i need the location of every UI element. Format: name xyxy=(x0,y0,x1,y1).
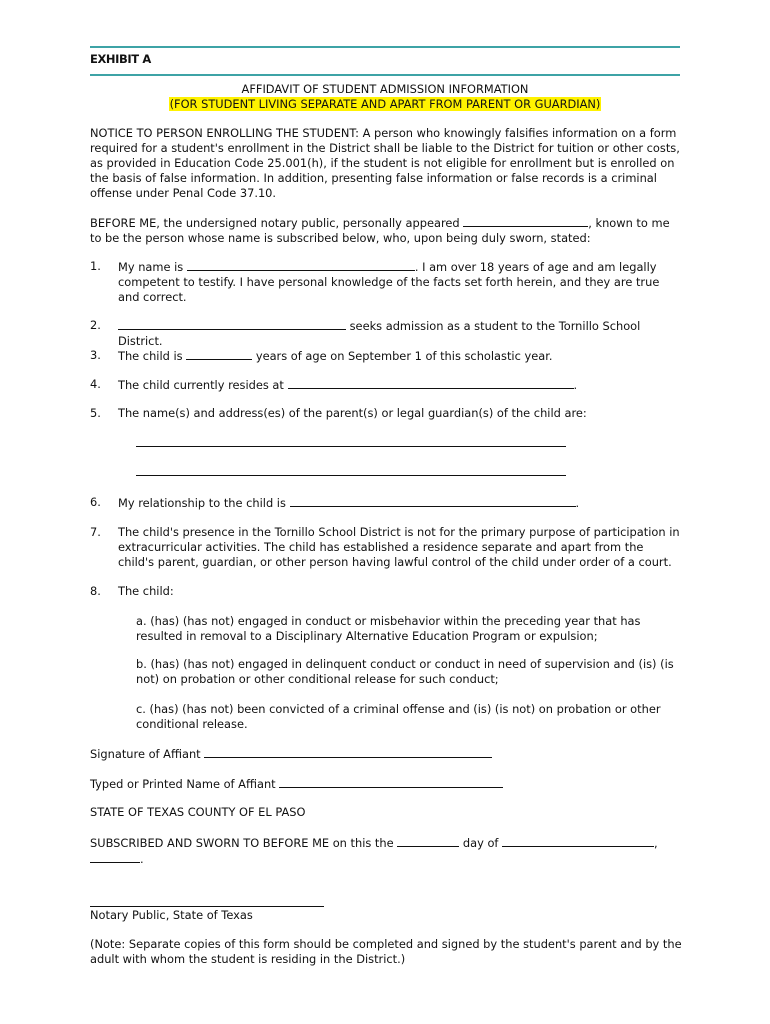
affiant-name-field[interactable] xyxy=(187,259,415,271)
sworn-day-field[interactable] xyxy=(397,835,459,847)
note-paragraph: (Note: Separate copies of this form should be completed and signed by the student's parent and by the adult with whom the student is residing in the District.) xyxy=(90,937,682,966)
affidavit-page: EXHIBIT A AFFIDAVIT OF STUDENT ADMISSION INFORMATION (FOR STUDENT LIVING SEPARATE AND APART FROM PARENT OR GUARDIAN) NOTICE TO PERSON ENROLLING THE STUDENT: A person who knowingly falsifies information on a form required for a student's enrollment in the District shall be liable to the District for tuition or other costs, as provided in Education Code 25.001(h), if the student is not eligible for enrollment but is enrolled on the basis of false information. In addition, presenting false information or false records is a criminal offense under Penal Code 37.10. BEFORE ME, the undersigned notary public, personally appeared , known to me to be the person whose name is subscribed below, who, upon being duly sworn, stated: 1. My name is . I am over 18 years of age and am legally competent to testify. I have personal knowledge of the facts set forth herein, and they are true and correct. 2. seeks admission as a student to the Tornillo School District. 3. The child is years of age on September 1 of this scholastic year. 4. The child currently resides at . 5. The name(s) and address(es) of the parent(s) or legal guardian(s) of the child are: 6. My relationship to the child is . 7. The child's presence in the Tornillo School District is not for the primary purpose of participation in extracurricular activities. The child has established a residence separate and apart from the child's parent, guardian, or other person having lawful control of the child under order of a court. 8. The child: a. (has) (has not) engaged in conduct or misbehavior within the preceding year that has resulted in removal to a Disciplinary Alternative Education Program or expulsion; b. (has) (has not) engaged in delinquent conduct or conduct in need of supervision and (is) (is not) on probation or other conditional release for such conduct; c. (has) (has not) been convicted of a criminal offense and (is) (is not) on probation or other conditional release. Signature of Affiant Typed or Printed Name of Affiant STATE OF TEXAS COUNTY OF EL PASO SUBSCRIBED AND SWORN TO BEFORE ME on this the day of , . Notary Public, State of Texas (Note: Separate copies of this form should be completed and signed by the student's parent and by the adult with whom the student is residing in the District.) xyxy=(90,0,682,1024)
title-text: AFFIDAVIT OF STUDENT ADMISSION INFORMATION xyxy=(241,82,529,96)
sworn-month-field[interactable] xyxy=(502,835,654,847)
state-county: STATE OF TEXAS COUNTY OF EL PASO xyxy=(90,805,306,819)
notice-paragraph: NOTICE TO PERSON ENROLLING THE STUDENT: A person who knowingly falsifies information on a form required for a student's enrollment in the District shall be liable to the District for tuition or other costs, as provided in Education Code 25.001(h), if the student is not eligible for enrollment but is enrolled on the basis of false information. In addition, presenting false information or false records is a criminal offense under Penal Code 37.10. xyxy=(90,126,680,200)
notary-signature-line[interactable] xyxy=(90,906,324,907)
sworn-row: SUBSCRIBED AND SWORN TO BEFORE ME on this the day of , . xyxy=(90,836,658,866)
guardian-address-line-2[interactable] xyxy=(136,475,566,476)
printed-name-field[interactable] xyxy=(279,776,503,788)
header-rule xyxy=(90,74,680,76)
item-8b: b. (has) (has not) engaged in delinquent conduct or conduct in need of supervision and (is) (is not) on probation or other conditional release for such conduct; xyxy=(136,657,674,686)
top-rule xyxy=(90,46,680,48)
exhibit-label: EXHIBIT A xyxy=(90,52,151,66)
appeared-name-field[interactable] xyxy=(463,215,588,227)
guardian-address-line-1[interactable] xyxy=(136,446,566,447)
before-me-paragraph: BEFORE ME, the undersigned notary public, personally appeared , known to me to be the person whose name is subscribed below, who, upon being duly sworn, stated: xyxy=(90,216,670,245)
item-8a: a. (has) (has not) engaged in conduct or misbehavior within the preceding year that has resulted in removal to a Disciplinary Alternative Education Program or expulsion; xyxy=(136,614,641,643)
student-name-field[interactable] xyxy=(118,318,346,330)
subtitle-text: (FOR STUDENT LIVING SEPARATE AND APART FROM PARENT OR GUARDIAN) xyxy=(169,97,601,111)
child-residence-field[interactable] xyxy=(288,377,574,389)
printed-name-row: Typed or Printed Name of Affiant xyxy=(90,776,682,792)
item-8c: c. (has) (has not) been convicted of a criminal offense and (is) (is not) on probation or other conditional release. xyxy=(136,702,661,731)
signature-field[interactable] xyxy=(204,746,492,758)
notary-label: Notary Public, State of Texas xyxy=(90,908,253,922)
form-title xyxy=(90,82,680,112)
signature-row: Signature of Affiant xyxy=(90,746,682,762)
child-age-field[interactable] xyxy=(186,348,252,360)
relationship-field[interactable] xyxy=(290,495,576,507)
sworn-year-field[interactable] xyxy=(90,851,140,863)
